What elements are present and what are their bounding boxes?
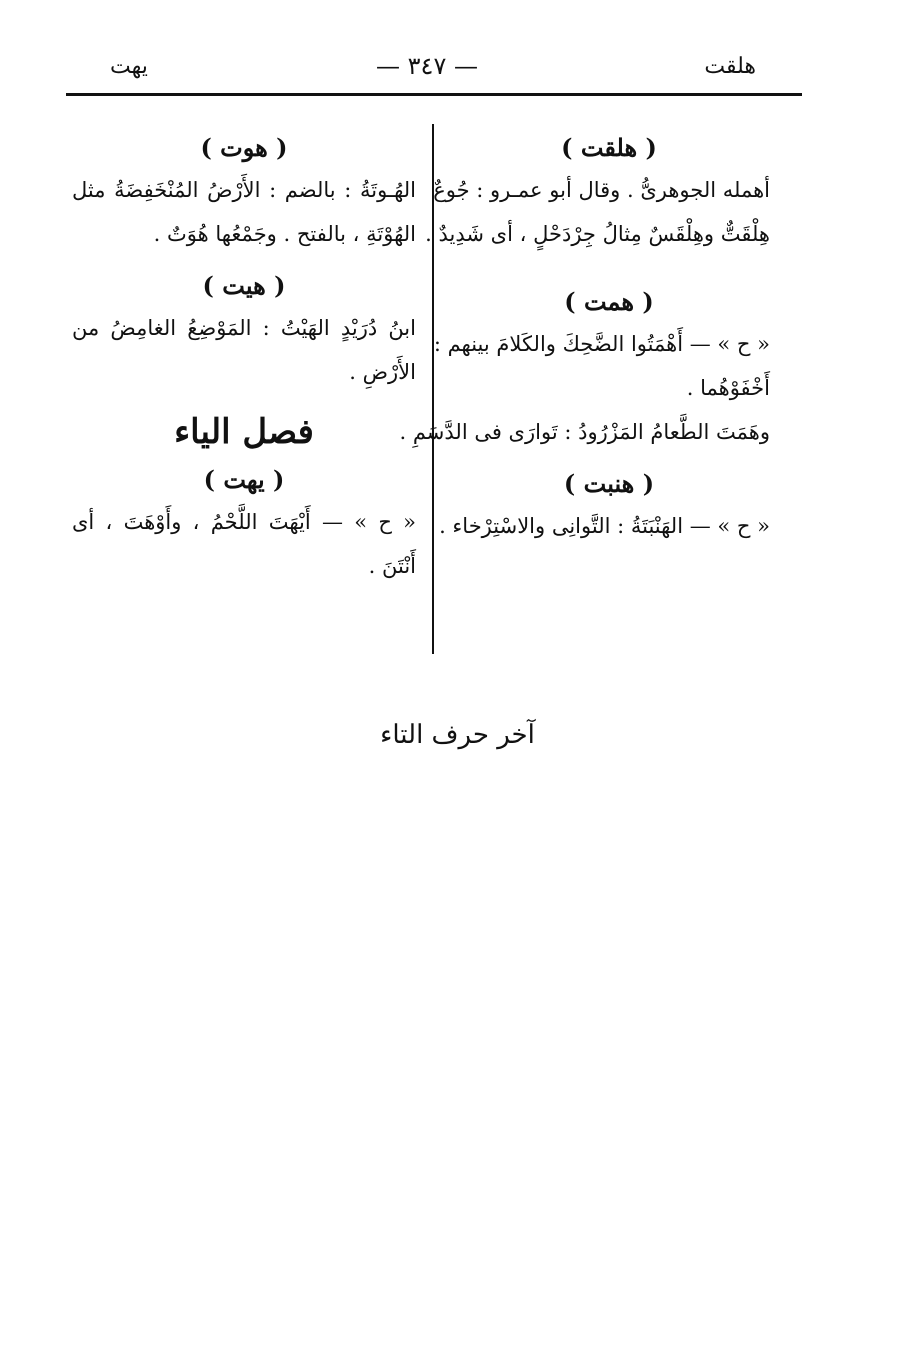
entry-line: « ح » — الهَنْبَتَةُ : التَّوانِى والاسْتِرْخاء . bbox=[439, 514, 770, 538]
entry-line: وهَمَتَ الطَّعامُ المَزْرُودُ : تَوارَى فى الدَّسَمِ . bbox=[399, 420, 770, 444]
section-heading: فصل الياء bbox=[174, 412, 314, 452]
entry-yahat bbox=[72, 460, 416, 588]
entry-title: ( هيت ) bbox=[202, 271, 286, 300]
entry-line: أَنْتَنَ . bbox=[368, 554, 416, 578]
header-rule bbox=[66, 93, 802, 96]
running-header bbox=[66, 52, 802, 88]
entry-title: ( هنبت ) bbox=[563, 469, 655, 498]
entry-title: ( همت ) bbox=[564, 287, 654, 316]
right-column bbox=[399, 128, 770, 548]
entry-hamat bbox=[399, 282, 770, 454]
header-first-entry: هلقت bbox=[704, 54, 756, 79]
entry-line: الهُـوتَةُ : بالضم : الأَرْضُ المُنْخَفِضَةُ مثل bbox=[72, 178, 416, 202]
header-last-entry: يهت bbox=[110, 54, 148, 79]
entry-line: الأَرْضِ . bbox=[349, 360, 416, 384]
entry-line: « ح » — أَيْهَتَ اللَّحْمُ ، وأَوْهَتَ ، أى bbox=[72, 510, 416, 534]
closing-note: آخر حرف التاء bbox=[380, 720, 535, 750]
left-column bbox=[72, 128, 416, 588]
entry-line: « ح » — أَهْمَتُوا الضَّحِكَ والكَلامَ بينهم : bbox=[433, 332, 770, 356]
entry-title: ( هوت ) bbox=[200, 133, 288, 162]
page-number: — ٣٤٧ — bbox=[376, 52, 478, 80]
entry-halqat bbox=[425, 128, 770, 256]
entry-line: أهمله الجوهرىُّ . وقال أبو عمـرو : جُوعٌ bbox=[433, 178, 770, 202]
entry-title: ( هلقت ) bbox=[561, 133, 657, 162]
entry-hawat bbox=[72, 128, 416, 256]
entry-hanbat bbox=[439, 464, 770, 548]
entry-title: ( يهت ) bbox=[203, 465, 285, 494]
entry-hayt bbox=[72, 266, 416, 394]
entry-line: الهُوْتَةِ ، بالفتح . وجَمْعُها هُوَتٌ . bbox=[153, 222, 416, 246]
entry-line: هِلْقَتٌّ وهِلْقَسٌ مِثالُ جِرْدَحْلٍ ، أى شَدِيدٌ . bbox=[425, 222, 770, 246]
entry-line: ابنُ دُرَيْدٍ الهَيْتُ : المَوْضِعُ الغامِضُ من bbox=[72, 316, 416, 340]
entry-line: أَخْفَوْهُما . bbox=[686, 376, 770, 400]
